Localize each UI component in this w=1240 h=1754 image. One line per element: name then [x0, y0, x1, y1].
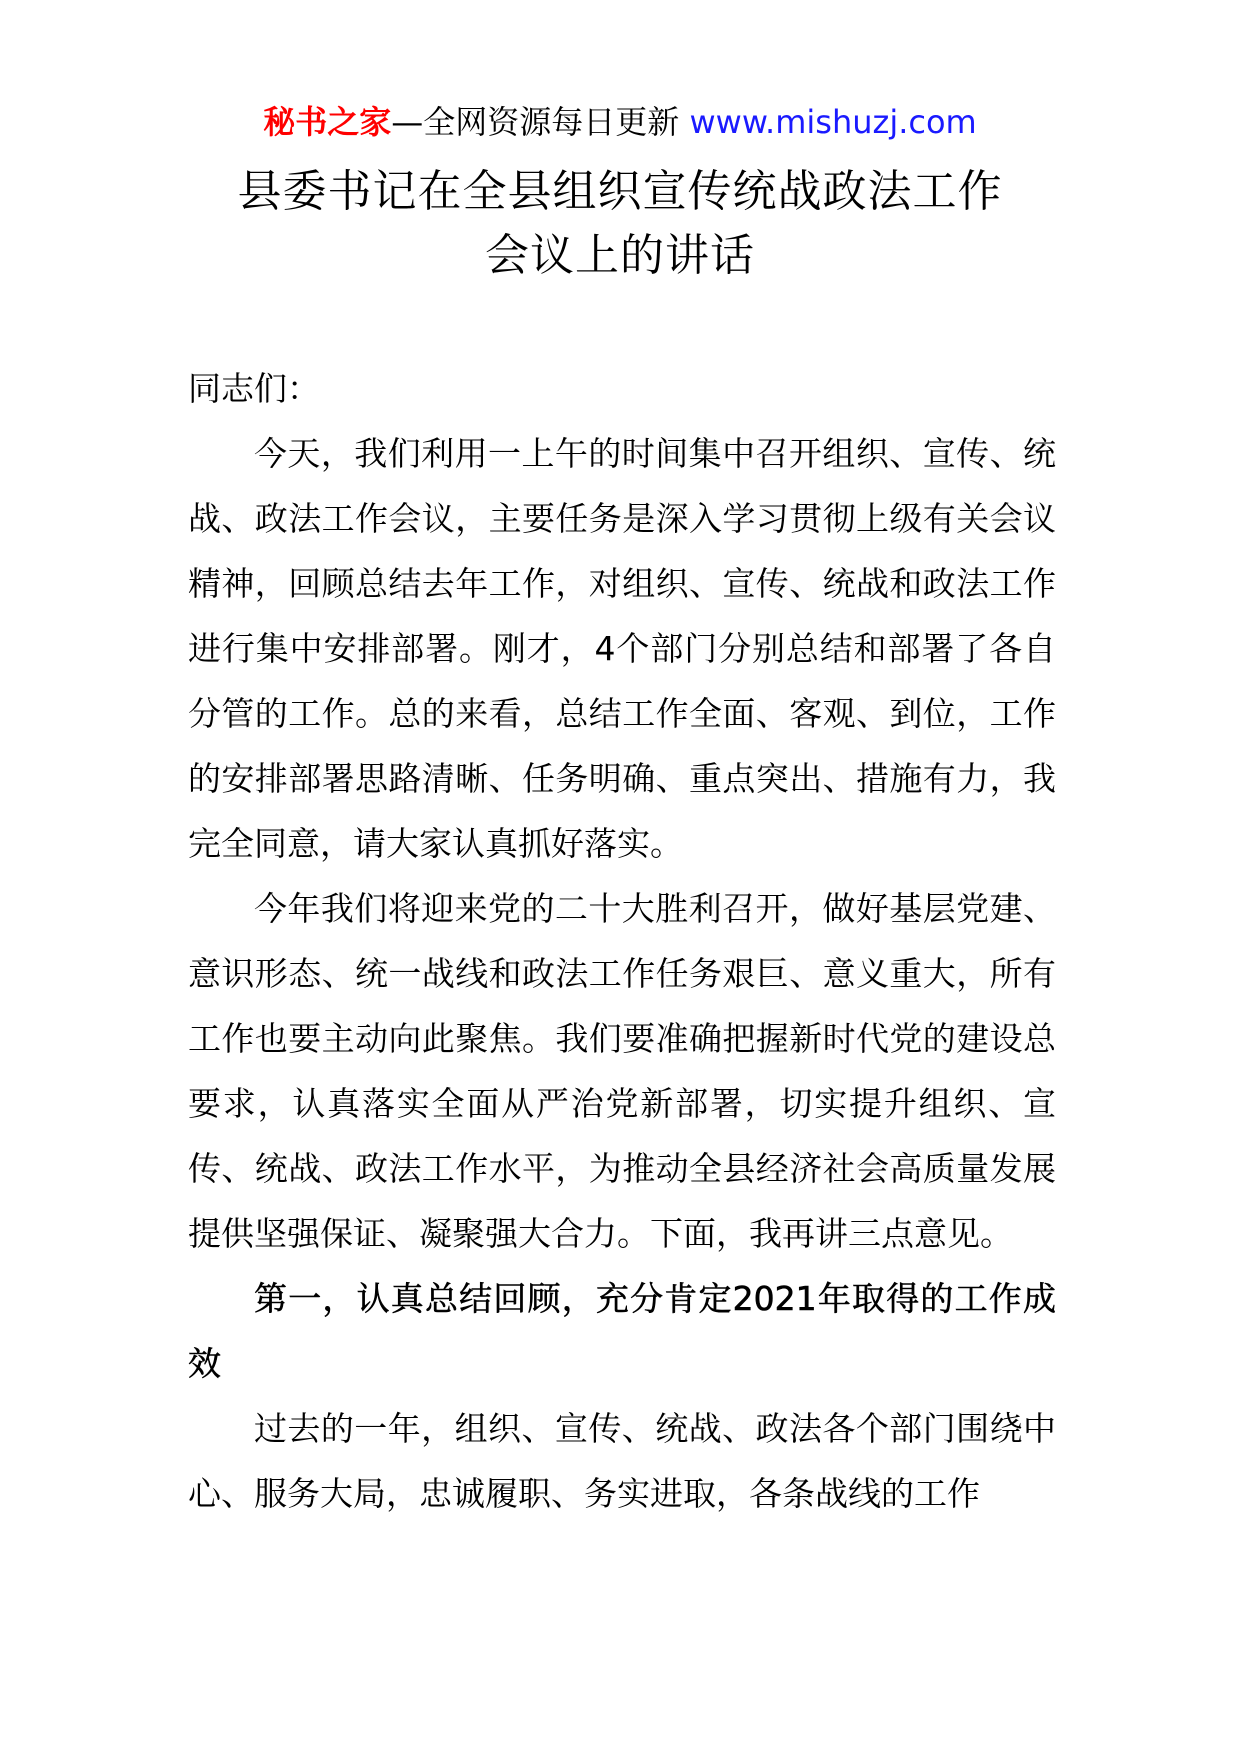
document-body — [188, 356, 1056, 1526]
watermark-url[interactable]: www.mishuzj.com — [689, 103, 977, 141]
document-title — [150, 160, 1090, 288]
paragraph-opening: 今天，我们利用一上午的时间集中召开组织、宣传、统战、政法工作会议，主要任务是深入学习贯彻上级有关会议精神，回顾总结去年工作，对组织、宣传、统战和政法工作进行集中安排部署。刚才，4个部门分别总结和部署了各自分管的工作。总的来看，总结工作全面、客观、到位，工作的安排部署思路清晰、任务明确、重点突出、措施有力，我完全同意，请大家认真抓好落实。 — [188, 434, 1056, 863]
salutation: 同志们： — [188, 369, 320, 408]
site-watermark-header — [0, 100, 1240, 144]
watermark-brand: 秘书之家 — [263, 103, 392, 141]
section-heading-1: 第一，认真总结回顾，充分肯定2021年取得的工作成效 — [188, 1279, 1056, 1383]
title-line-2: 会议上的讲话 — [485, 230, 755, 281]
watermark-slogan: —全网资源每日更新 — [391, 103, 680, 141]
paragraph-review: 过去的一年，组织、宣传、统战、政法各个部门围绕中心、服务大局，忠诚履职、务实进取，各条战线的工作 — [188, 1409, 1056, 1513]
title-line-1: 县委书记在全县组织宣传统战政法工作 — [237, 166, 1003, 217]
paragraph-context: 今年我们将迎来党的二十大胜利召开，做好基层党建、意识形态、统一战线和政法工作任务艰巨、意义重大，所有工作也要主动向此聚焦。我们要准确把握新时代党的建设总要求，认真落实全面从严治党新部署，切实提升组织、宣传、统战、政法工作水平，为推动全县经济社会高质量发展提供坚强保证、凝聚强大合力。下面，我再讲三点意见。 — [188, 889, 1056, 1253]
